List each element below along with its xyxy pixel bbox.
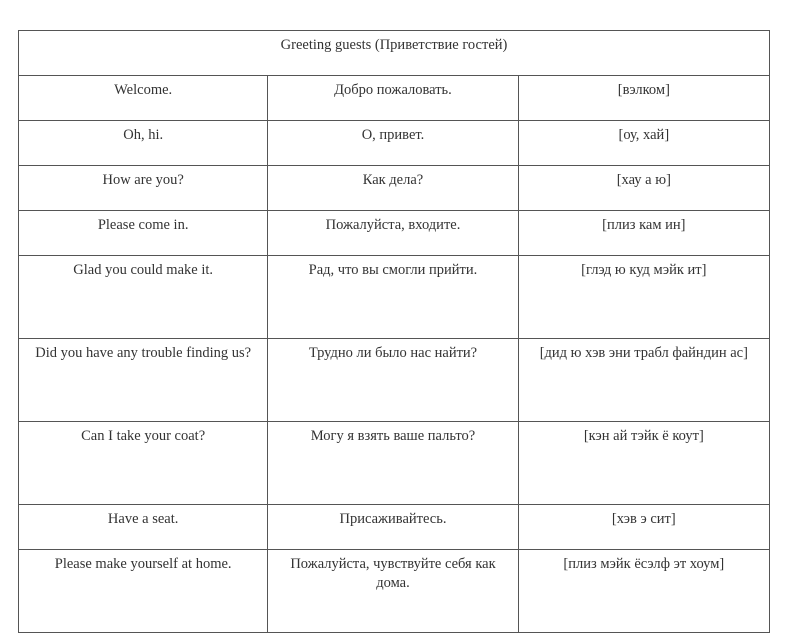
russian-translation: Добро пожаловать. [268,76,518,121]
table-row [19,550,770,633]
table-row [19,422,770,505]
transcription: [хау а ю] [518,166,769,211]
table-row [19,76,770,121]
russian-translation: Могу я взять ваше пальто? [268,422,518,505]
russian-translation: Рад, что вы смогли прийти. [268,256,518,339]
english-phrase: Welcome. [19,76,268,121]
russian-translation: Как дела? [268,166,518,211]
table-row [19,211,770,256]
table-row [19,339,770,422]
english-phrase: Oh, hi. [19,121,268,166]
russian-translation: Трудно ли было нас найти? [268,339,518,422]
transcription: [кэн ай тэйк ё коут] [518,422,769,505]
transcription: [вэлком] [518,76,769,121]
english-phrase: Can I take your coat? [19,422,268,505]
transcription: [дид ю хэв эни трабл файндин ас] [518,339,769,422]
table-row [19,166,770,211]
english-phrase: How are you? [19,166,268,211]
russian-translation: Пожалуйста, чувствуйте себя как дома. [268,550,518,633]
transcription: [глэд ю куд мэйк ит] [518,256,769,339]
transcription: [хэв э сит] [518,505,769,550]
english-phrase: Please make yourself at home. [19,550,268,633]
english-phrase: Have a seat. [19,505,268,550]
table-title: Greeting guests (Приветствие гостей) [19,31,770,76]
english-phrase: Glad you could make it. [19,256,268,339]
english-phrase: Did you have any trouble finding us? [19,339,268,422]
transcription: [плиз кам ин] [518,211,769,256]
english-phrase: Please come in. [19,211,268,256]
table-row [19,121,770,166]
table-row [19,505,770,550]
russian-translation: О, привет. [268,121,518,166]
table-title-row [19,31,770,76]
russian-translation: Пожалуйста, входите. [268,211,518,256]
transcription: [оу, хай] [518,121,769,166]
russian-translation: Присаживайтесь. [268,505,518,550]
greeting-phrases-table [18,30,770,633]
table-row [19,256,770,339]
transcription: [плиз мэйк ёсэлф эт хоум] [518,550,769,633]
